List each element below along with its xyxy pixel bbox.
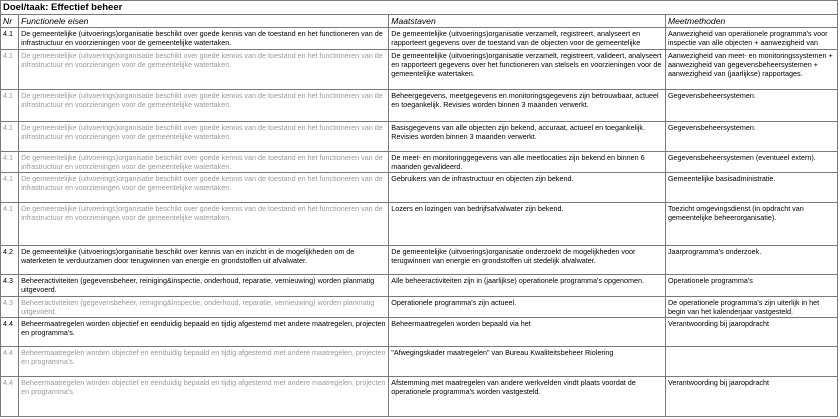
row-meetmethode bbox=[665, 347, 837, 377]
row-maatstaf: Operationele programma's zijn actueel. bbox=[389, 297, 666, 318]
row-nr: 4.1 bbox=[1, 173, 19, 203]
row-nr: 4.4 bbox=[1, 347, 19, 377]
row-nr: 4.4 bbox=[1, 318, 19, 347]
table-header-row bbox=[1, 15, 838, 28]
header-maatstaven: Maatstaven bbox=[389, 15, 666, 28]
row-maatstaf: Gebruikers van de infrastructuur en objecten zijn bekend. bbox=[389, 173, 666, 203]
row-maatstaf: Basisgegevens van alle objecten zijn bekend, accuraat, actueel en toegankelijk. Revisies worden binnen 3 maanden verwerkt. bbox=[389, 122, 666, 152]
row-meetmethode: Jaarprogramma's onderzoek. bbox=[665, 246, 837, 275]
table-row bbox=[1, 377, 838, 417]
row-functionele-eis: Beheeractiviteiten (gegevensbeheer, reiniging&inspectie, onderhoud, reparatie, vernieuwing) worden planmatig uitgevoerd. bbox=[19, 275, 389, 297]
row-meetmethode: Verantwoording bij jaaropdracht bbox=[665, 377, 837, 417]
row-meetmethode: Gemeentelijke basisadministratie. bbox=[665, 173, 837, 203]
table-title-row bbox=[1, 1, 838, 15]
table-row bbox=[1, 122, 838, 152]
row-maatstaf: De gemeentelijke (uitvoerings)organisatie verzamelt, registreert, valideert, analyseert en rapporteert gegevens over het functioneren van stelsels en voorzieningen voor de gemeentelijke watertaken. bbox=[389, 50, 666, 90]
row-functionele-eis: Beheeractiviteiten (gegevensbeheer, reiniging&inspectie, onderhoud, reparatie, vernieuwing) worden planmatig uitgevoerd. bbox=[19, 297, 389, 318]
row-functionele-eis: Beheermaatregelen worden objectief en eenduidig bepaald en tijdig afgestemd met andere maatregelen, projecten en programma's. bbox=[19, 318, 389, 347]
row-maatstaf: Lozers en lozingen van bedrijfsafvalwater zijn bekend. bbox=[389, 203, 666, 246]
row-nr: 4.4 bbox=[1, 377, 19, 417]
row-meetmethode: Aanwezigheid van operationele programma's voor inspectie van alle objecten + aanwezigheid van bbox=[665, 28, 837, 50]
row-functionele-eis: De gemeentelijke (uitvoerings)organisatie beschikt over goede kennis van de toestand en het functioneren van de infrastructuur en voorzieningen voor de gemeentelijke watertaken. bbox=[19, 28, 389, 50]
row-maatstaf: Alle beheeractiviteiten zijn in (jaarlijkse) operationele programma's opgenomen. bbox=[389, 275, 666, 297]
table-row bbox=[1, 297, 838, 318]
table-row bbox=[1, 90, 838, 122]
row-nr: 4.1 bbox=[1, 50, 19, 90]
header-functionele-eisen: Functionele eisen bbox=[19, 15, 389, 28]
row-nr: 4.1 bbox=[1, 90, 19, 122]
row-nr: 4.1 bbox=[1, 122, 19, 152]
row-meetmethode: Toezicht omgevingsdienst (in opdracht van gemeentelijke beheerorganisatie). bbox=[665, 203, 837, 246]
row-functionele-eis: De gemeentelijke (uitvoerings)organisatie beschikt over goede kennis van de toestand en het functioneren van de infrastructuur en voorzieningen voor de gemeentelijke watertaken. bbox=[19, 173, 389, 203]
table-row bbox=[1, 318, 838, 347]
row-nr: 4.1 bbox=[1, 152, 19, 173]
table-row bbox=[1, 152, 838, 173]
row-functionele-eis: De gemeentelijke (uitvoerings)organisatie beschikt over goede kennis van de toestand en het functioneren van de infrastructuur en voorzieningen voor de gemeentelijke watertaken. bbox=[19, 122, 389, 152]
row-functionele-eis: De gemeentelijke (uitvoerings)organisatie beschikt over goede kennis van de toestand en het functioneren van de infrastructuur en voorzieningen voor de gemeentelijke watertaken. bbox=[19, 50, 389, 90]
row-maatstaf: Beheergegevens, meetgegevens en monitoringsgegevens zijn betrouwbaar, actueel en toegankelijk. Revisies worden binnen 3 maanden verwerkt. bbox=[389, 90, 666, 122]
row-maatstaf: De meet- en monitoringgegevens van alle meetlocaties zijn bekend en binnen 6 maanden gevalideerd. bbox=[389, 152, 666, 173]
row-maatstaf: De gemeentelijke (uitvoerings)organisatie verzamelt, registreert, analyseert en rapporteert gegevens over de toestand van de objecten voor de gemeentelijke bbox=[389, 28, 666, 50]
row-maatstaf: Beheermaatregelen worden bepaald via het bbox=[389, 318, 666, 347]
row-maatstaf: De gemeentelijke (uitvoerings)organisatie onderzoekt de mogelijkheden voor terugwinnen van energie en grondstoffen uit stedelijk afvalwater. bbox=[389, 246, 666, 275]
table-row bbox=[1, 50, 838, 90]
row-nr: 4.3 bbox=[1, 275, 19, 297]
row-functionele-eis: Beheermaatregelen worden objectief en eenduidig bepaald en tijdig afgestemd met andere maatregelen, projecten en programma's. bbox=[19, 377, 389, 417]
row-meetmethode: Operationele programma's bbox=[665, 275, 837, 297]
row-meetmethode: Gegevensbeheersystemen (eventueel extern). bbox=[665, 152, 837, 173]
table-title: Doel/taak: Effectief beheer bbox=[1, 1, 838, 15]
table-row bbox=[1, 246, 838, 275]
row-functionele-eis: De gemeentelijke (uitvoerings)organisatie beschikt over goede kennis van de toestand en het functioneren van de infrastructuur en voorzieningen voor de gemeentelijke watertaken. bbox=[19, 90, 389, 122]
row-meetmethode: Gegevensbeheersystemen. bbox=[665, 122, 837, 152]
header-meetmethoden: Meetmethoden bbox=[665, 15, 837, 28]
row-functionele-eis: De gemeentelijke (uitvoerings)organisatie beschikt over goede kennis van de toestand en het functioneren van de infrastructuur en voorzieningen voor de gemeentelijke watertaken. bbox=[19, 152, 389, 173]
table-row bbox=[1, 173, 838, 203]
row-nr: 4.2 bbox=[1, 246, 19, 275]
row-meetmethode: Verantwoording bij jaaropdracht bbox=[665, 318, 837, 347]
row-nr: 4.1 bbox=[1, 203, 19, 246]
row-maatstaf: "Afwegingskader maatregelen" van Bureau Kwaliteitsbeheer Riolering bbox=[389, 347, 666, 377]
table-row bbox=[1, 275, 838, 297]
row-functionele-eis: Beheermaatregelen worden objectief en eenduidig bepaald en tijdig afgestemd met andere maatregelen, projecten en programma's. bbox=[19, 347, 389, 377]
row-nr: 4.3 bbox=[1, 297, 19, 318]
row-nr: 4.1 bbox=[1, 28, 19, 50]
row-functionele-eis: De gemeentelijke (uitvoerings)organisatie beschikt over goede kennis van de toestand en het functioneren van de infrastructuur en voorzieningen voor de gemeentelijke watertaken. bbox=[19, 203, 389, 246]
header-nr: Nr bbox=[1, 15, 19, 28]
row-meetmethode: Gegevensbeheersystemen. bbox=[665, 90, 837, 122]
table-row bbox=[1, 28, 838, 50]
row-functionele-eis: De gemeentelijke (uitvoerings)organisatie beschikt over kennis van en inzicht in de mogelijkheden om de waterketen te verduurzamen door terugwinnen van energie en grondstoffen uit afvalwater. bbox=[19, 246, 389, 275]
table-row bbox=[1, 347, 838, 377]
row-meetmethode: De operationele programma's zijn uiterlijk in het begin van het kalenderjaar vastgesteld. bbox=[665, 297, 837, 318]
table-row bbox=[1, 203, 838, 246]
row-meetmethode: Aanwezigheid van meet- en monitoringssystemen + aanwezigheid van gegevensbeheersystemen + aanwezigheid van (jaarlijkse) rapportages. bbox=[665, 50, 837, 90]
row-maatstaf: Afstemming met maatregelen van andere werkvelden vindt plaats voordat de operationele programma's worden vastgesteld. bbox=[389, 377, 666, 417]
